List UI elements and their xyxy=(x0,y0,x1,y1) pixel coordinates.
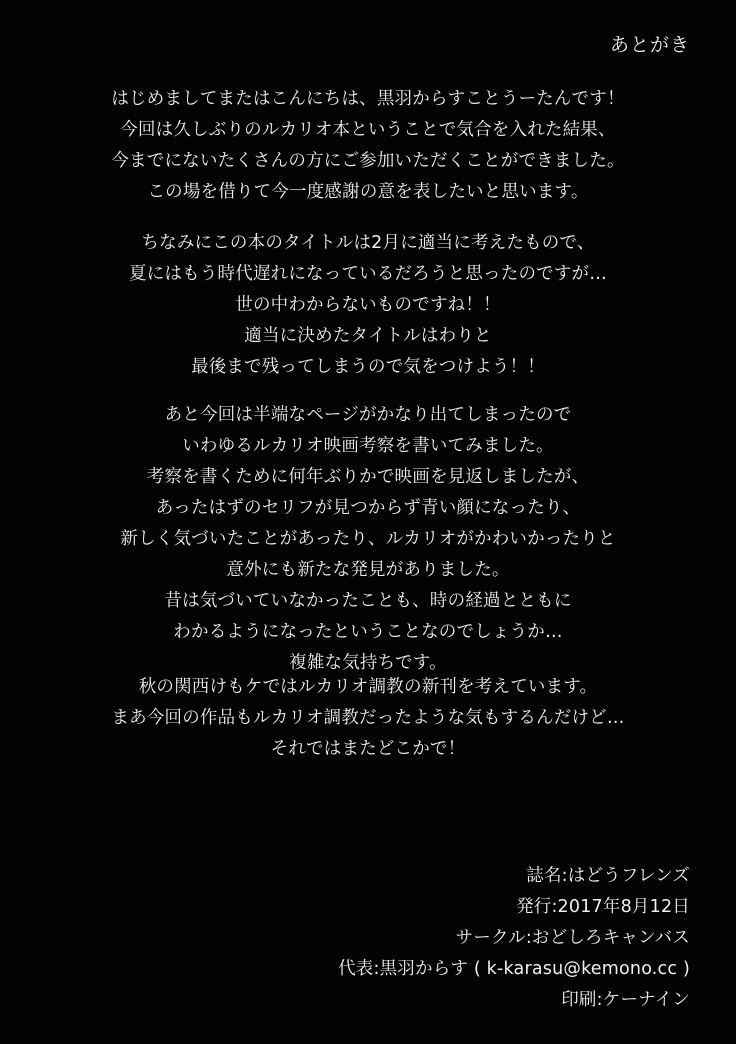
afterword-line: それではまたどこかで！ xyxy=(270,739,466,759)
colophon-block xyxy=(338,861,690,1016)
page-title: あとがき xyxy=(609,34,690,56)
colophon-line-circle: サークル:おどしろキャンバス xyxy=(455,928,690,948)
afterword-line: 最後まで残ってしまうので気をつけよう！！ xyxy=(191,357,545,377)
afterword-line: 考察を書くために何年ぶりかで映画を見返しましたが、 xyxy=(146,467,590,487)
afterword-line: わかるようになったということなのでしょうか… xyxy=(173,622,563,642)
afterword-line: 複雑な気持ちです。 xyxy=(289,653,447,673)
afterword-line: はじめましてまたはこんにちは、黒羽からすことうーたんです！ xyxy=(111,89,625,109)
afterword-paragraph-3 xyxy=(0,400,736,679)
colophon-line-printer: 印刷:ケーナイン xyxy=(561,990,690,1010)
afterword-line: 夏にはもう時代遅れになっているだろうと思ったのですが… xyxy=(129,264,607,284)
afterword-line: ちなみにこの本のタイトルは2月に適当に考えたもので、 xyxy=(141,233,595,253)
afterword-line: あったはずのセリフが見つからず青い顔になったり、 xyxy=(155,498,581,518)
afterword-line: 今回は久しぶりのルカリオ本ということで気合を入れた結果、 xyxy=(120,120,616,140)
afterword-line: まあ今回の作品もルカリオ調教だったような気もするんだけど… xyxy=(111,708,625,728)
afterword-line: 今までにないたくさんの方にご参加いただくことができました。 xyxy=(111,151,625,171)
afterword-line: 昔は気づいていなかったことも、時の経過とともに xyxy=(164,591,572,611)
afterword-line: 新しく気づいたことがあったり、ルカリオがかわいかったりと xyxy=(120,529,616,549)
afterword-paragraph-4 xyxy=(0,672,736,765)
afterword-line: 世の中わからないものですね！！ xyxy=(235,295,501,315)
afterword-line: 意外にも新たな発見がありました。 xyxy=(226,560,510,580)
afterword-line: いわゆるルカリオ映画考察を書いてみました。 xyxy=(182,436,554,456)
afterword-line: あと今回は半端なページがかなり出てしまったので xyxy=(164,405,572,425)
afterword-paragraph-2 xyxy=(0,228,736,383)
afterword-line: 秋の関西けもケではルカリオ調教の新刊を考えています。 xyxy=(138,677,598,697)
afterword-line: 適当に決めたタイトルはわりと xyxy=(244,326,492,346)
colophon-line-title: 誌名:はどうフレンズ xyxy=(526,866,690,886)
afterword-paragraph-1 xyxy=(0,84,736,208)
afterword-line: この場を借りて今一度感謝の意を表したいと思います。 xyxy=(147,182,589,202)
colophon-line-representative: 代表:黒羽からす ( k-karasu@kemono.cc ) xyxy=(338,959,690,979)
colophon-line-date: 発行:2017年8月12日 xyxy=(516,897,690,917)
